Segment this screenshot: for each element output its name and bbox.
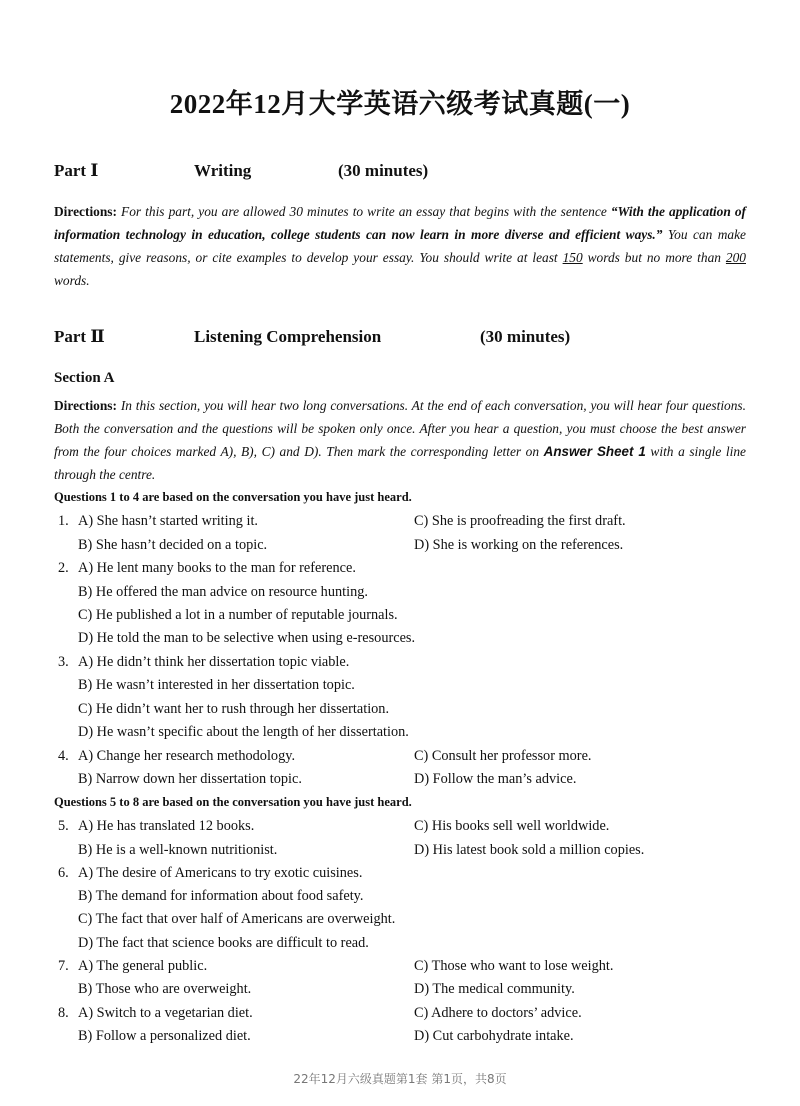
option-a: A) She hasn’t started writing it. bbox=[78, 513, 259, 529]
option-c: C) He published a lot in a number of reputable journals. bbox=[78, 607, 398, 623]
option-d: D) She is working on the references. bbox=[414, 537, 624, 553]
option-d: D) The fact that science books are difficult to read. bbox=[78, 935, 369, 951]
page-footer: 22年12月六级真题第1套 第1页，共8页 bbox=[293, 1072, 507, 1086]
max-words: 200 bbox=[725, 250, 746, 265]
question-number: 2. bbox=[58, 560, 69, 576]
question-number: 4. bbox=[58, 748, 69, 764]
essay-opening-sentence: “With the application of information technology in education, college students can now learn in more diverse and efficient ways.” bbox=[54, 204, 746, 242]
option-d: D) Cut carbohydrate intake. bbox=[414, 1028, 574, 1044]
option-c: C) He didn’t want her to rush through her dissertation. bbox=[78, 701, 390, 717]
question-number: 1. bbox=[58, 513, 69, 529]
min-words: 150 bbox=[562, 250, 583, 265]
option-c: C) The fact that over half of Americans are overweight. bbox=[78, 911, 396, 927]
directions-text: You can make statements, give reasons, or cite examples to develop your essay. You should write at least bbox=[54, 227, 746, 265]
question-group-title: Questions 1 to 4 are based on the conversation you have just heard. bbox=[54, 490, 412, 504]
directions-text: words but no more than bbox=[582, 250, 726, 265]
question-number: 3. bbox=[58, 654, 69, 670]
question-number: 8. bbox=[58, 1005, 69, 1021]
question-number: 5. bbox=[58, 818, 69, 834]
option-d: D) He wasn’t specific about the length of her dissertation. bbox=[78, 724, 409, 740]
option-b: B) Follow a personalized diet. bbox=[78, 1028, 251, 1044]
option-b: B) Narrow down her dissertation topic. bbox=[78, 771, 302, 787]
option-b: B) The demand for information about food safety. bbox=[78, 888, 364, 904]
directions-text: For this part, you are allowed 30 minutes to write an essay that begins with the sentence bbox=[116, 204, 611, 219]
option-a: A) He has translated 12 books. bbox=[78, 818, 255, 834]
question-group-title: Questions 5 to 8 are based on the conversation you have just heard. bbox=[54, 795, 412, 809]
option-c: C) She is proofreading the first draft. bbox=[414, 513, 626, 529]
option-d: D) The medical community. bbox=[414, 981, 575, 997]
option-c: C) His books sell well worldwide. bbox=[414, 818, 610, 834]
directions-lead: Directions: bbox=[54, 398, 117, 413]
part-2-label: Part Ⅱ bbox=[54, 327, 105, 346]
option-d: D) Follow the man’s advice. bbox=[414, 771, 577, 787]
question-number: 6. bbox=[58, 865, 69, 881]
option-a: A) Switch to a vegetarian diet. bbox=[78, 1005, 253, 1021]
question-number: 7. bbox=[58, 958, 69, 974]
directions-text: words. bbox=[54, 273, 90, 288]
option-a: A) Change her research methodology. bbox=[78, 748, 296, 764]
option-b: B) He wasn’t interested in her dissertation topic. bbox=[78, 677, 355, 693]
part-1-name: Writing bbox=[194, 161, 252, 180]
part-2-name: Listening Comprehension bbox=[194, 327, 382, 346]
option-a: A) He didn’t think her dissertation topic viable. bbox=[78, 654, 350, 670]
part-1-label: Part Ⅰ bbox=[54, 161, 99, 180]
directions-text: with a single line through the centre. bbox=[54, 444, 746, 482]
option-d: D) His latest book sold a million copies. bbox=[414, 842, 645, 858]
option-d: D) He told the man to be selective when using e-resources. bbox=[78, 630, 416, 646]
directions-text: In this section, you will hear two long conversations. At the end of each conversation, you will hear four questions. Both the conversation and the questions will be spoken only once. After you hear a question, you must choose the best answer from the four choices marked A), B), C) and D). Then mark the corresponding letter on bbox=[54, 398, 746, 459]
part-1-directions bbox=[54, 200, 746, 292]
part-2-time: (30 minutes) bbox=[480, 327, 571, 346]
option-c: C) Consult her professor more. bbox=[414, 748, 592, 764]
option-b: B) She hasn’t decided on a topic. bbox=[78, 537, 268, 553]
option-b: B) Those who are overweight. bbox=[78, 981, 252, 997]
option-c: C) Adhere to doctors’ advice. bbox=[414, 1005, 582, 1021]
section-title: Section A bbox=[54, 370, 115, 386]
page-title: 2022年12月大学英语六级考试真题(一) bbox=[169, 89, 631, 119]
option-a: A) The general public. bbox=[78, 958, 208, 974]
option-a: A) The desire of Americans to try exotic cuisines. bbox=[78, 865, 363, 881]
option-b: B) He offered the man advice on resource hunting. bbox=[78, 584, 368, 600]
option-c: C) Those who want to lose weight. bbox=[414, 958, 614, 974]
option-b: B) He is a well-known nutritionist. bbox=[78, 842, 278, 858]
option-a: A) He lent many books to the man for reference. bbox=[78, 560, 356, 576]
answer-sheet-label: Answer Sheet 1 bbox=[543, 444, 646, 459]
part-2-directions bbox=[54, 394, 746, 486]
part-1-time: (30 minutes) bbox=[338, 161, 429, 180]
directions-lead: Directions: bbox=[54, 204, 117, 219]
